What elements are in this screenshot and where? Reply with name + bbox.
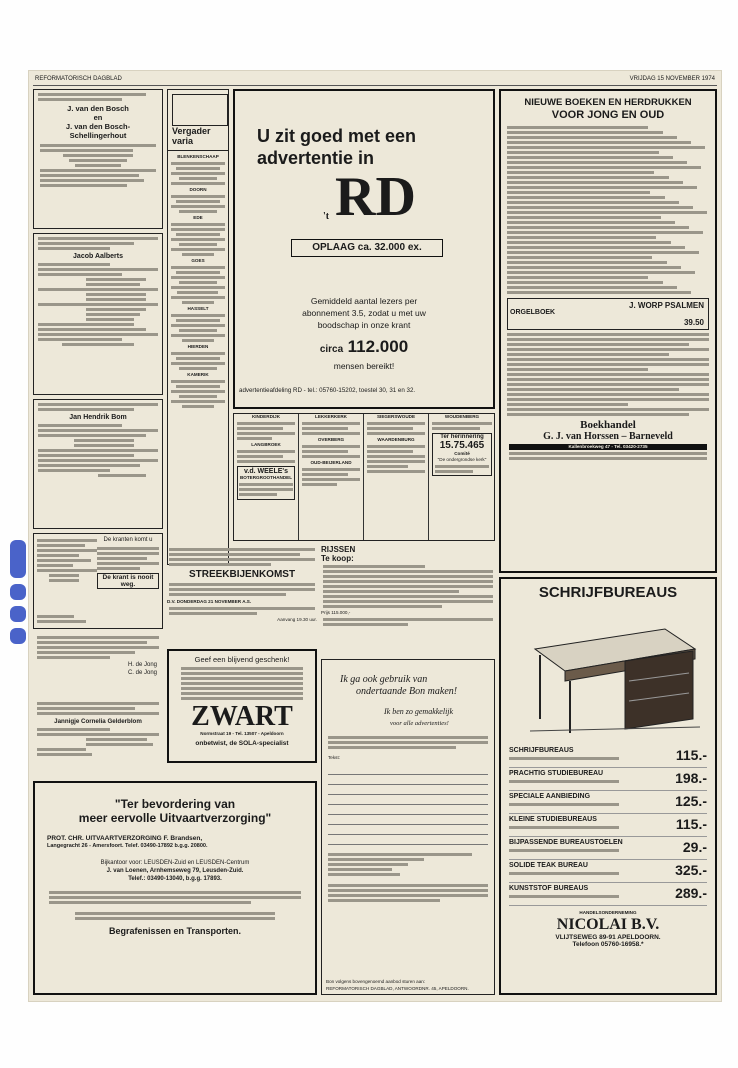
rd-body-3: boodschap in onze krant — [317, 320, 411, 330]
rijssen-title: RIJSSEN — [321, 545, 356, 554]
ad-zwart — [167, 649, 317, 763]
uitvaart-line-8: Begrafenissen en Transporten. — [108, 926, 242, 936]
herinnering-comite-2: "De ondergrondse kerk" — [437, 457, 487, 462]
newspaper-page — [28, 70, 722, 1002]
thanks-and: en — [93, 113, 103, 122]
vergader-blenk: BLENKENSCHAAP — [177, 154, 219, 159]
desk-row-name: SOLIDE TEAK BUREAU — [509, 862, 588, 869]
kerk-kinderdijk: KINDERDIJK — [251, 414, 281, 419]
ad-church-services — [233, 413, 495, 541]
book-row — [507, 171, 654, 174]
book-row — [507, 256, 652, 259]
book-row — [507, 246, 685, 249]
jacob-name: Jacob Aalberts — [73, 253, 123, 260]
book-row — [507, 201, 679, 204]
ad-schrijfbureaus — [499, 577, 717, 995]
vergader-goes: GOES — [191, 258, 205, 263]
desk-row-name: SPECIALE AANBIEDING — [509, 793, 591, 800]
form-handwriting-2: ondertaande Bon maken! — [356, 686, 458, 697]
book-row — [507, 131, 663, 134]
book-row — [507, 156, 673, 159]
side-tab-3[interactable] — [10, 606, 26, 622]
kerk-waardenburg: WAARDENBURG — [377, 437, 415, 442]
rijssen-sub: Te koop: — [321, 554, 354, 563]
header-date: VRIJDAG 15 NOVEMBER 1974 — [629, 76, 715, 82]
desk-row-price: 198.- — [675, 770, 707, 786]
ad-de-jong — [33, 633, 163, 695]
zwart-logo: ZWART — [191, 701, 293, 732]
book-row — [507, 281, 663, 284]
desk-row-price: 29.- — [682, 839, 707, 855]
herinnering-number: 15.75.465 — [439, 440, 485, 451]
ad-boeken — [499, 89, 717, 573]
vergader-logo — [168, 90, 228, 151]
side-tab-1[interactable] — [10, 540, 26, 578]
desk-row — [509, 745, 707, 768]
rijssen-price: Prijs 115.000,- — [321, 610, 351, 615]
kroon-slogan-1: De kranten komt u — [103, 537, 153, 543]
book-row — [507, 221, 675, 224]
desk-row-name: PRACHTIG STUDIEBUREAU — [509, 770, 604, 777]
rd-footer: advertentieafdeling RD - tel.: 05760-15202, toestel 30, 31 en 32. — [239, 387, 416, 394]
desk-row-desc — [509, 757, 619, 760]
page-header — [33, 73, 717, 86]
herinnering-title: Ter herinnering — [440, 434, 484, 440]
book-row — [507, 196, 665, 199]
boeken-shop-2: G. J. van Horssen – Barneveld — [543, 431, 673, 442]
orgelboek-label: ORGELBOEK — [510, 309, 556, 316]
kerk-overberg: OVERBERG — [317, 437, 345, 442]
schrijf-telephone: Telefoon 05760-16958.* — [572, 941, 644, 948]
ad-streekbijeenkomst — [167, 545, 317, 645]
book-row — [507, 226, 689, 229]
ad-thanks-bosch — [33, 89, 163, 229]
desk-row-name: KLEINE STUDIEBUREAUS — [509, 816, 597, 823]
desk-row-desc — [509, 872, 619, 875]
streek-aanvang: Aanvang 19.30 uur. — [277, 617, 317, 622]
desk-row-price: 125.- — [675, 793, 707, 809]
book-row — [507, 231, 703, 234]
rd-oplage: OPLAAG ca. 32.000 ex. — [291, 239, 443, 257]
streek-title: STREEKBIJENKOMST — [188, 569, 296, 580]
psalmen-price: 39.50 — [683, 318, 704, 327]
book-row — [507, 236, 656, 239]
vergader-doorn: DOORN — [189, 187, 207, 192]
desk-row-desc — [509, 826, 619, 829]
thanks-name-2: J. van den Bosch- — [65, 122, 131, 131]
header-paper-name: REFORMATORISCH DAGBLAD — [35, 76, 122, 82]
book-row — [507, 186, 697, 189]
ad-rd — [233, 89, 495, 409]
kerk-oudbeijerland: OUD-BEIJERLAND — [310, 460, 352, 465]
desk-row — [509, 791, 707, 814]
weele-name: v.d. WEELE's — [244, 468, 288, 475]
jong-name-2: C. de Jong — [127, 669, 157, 676]
form-tekst-label: Tekst: — [328, 755, 340, 760]
herinnering-comite: Comité — [454, 451, 470, 456]
kerk-langbroek: LANGBROEK — [251, 442, 281, 447]
book-row — [507, 161, 687, 164]
book-row — [507, 136, 677, 139]
jong-name-1: H. de Jong — [127, 662, 157, 668]
book-row — [507, 266, 681, 269]
desk-row-price: 115.- — [675, 747, 707, 763]
form-footer-2: REFORMATORISCH DAGBLAD, ANTWOORDNR. 45, APELDOORN. — [326, 986, 469, 991]
kerk-lekkerkerk: LEKKERKERK — [315, 414, 347, 419]
zwart-tagline: onbetwist, de SOLA-specialist — [195, 740, 289, 747]
vergader-kamerik: KAMERIK — [187, 372, 209, 377]
schrijf-title: SCHRIJFBUREAUS — [538, 584, 678, 601]
rd-headline-1: U zit goed met een — [257, 126, 417, 146]
desk-row-name: BIJPASSENDE BUREAUSTOELEN — [509, 839, 623, 846]
rd-t: 't — [323, 211, 330, 222]
desk-illustration — [515, 609, 701, 739]
form-footer-1: Bon volgens bovengenoemd aanbod sturen aan: — [326, 979, 426, 984]
uitvaart-line-7: Telef.: 03490-13040, b.g.g. 17893. — [128, 876, 222, 882]
rd-body-2: abonnement 3.5, zodat u met uw — [302, 308, 426, 318]
weele-sub: BOTERGROOTHANDEL — [239, 475, 293, 480]
book-row — [507, 141, 691, 144]
boeken-title-1: NIEUWE BOEKEN EN HERDRUKKEN — [524, 97, 692, 108]
rd-body-1: Gemiddeld aantal lezers per — [310, 296, 418, 306]
schrijf-company: NICOLAI B.V. — [556, 916, 660, 933]
book-row — [507, 286, 677, 289]
ad-uitvaart — [33, 781, 317, 995]
book-row — [507, 271, 695, 274]
book-row — [507, 211, 707, 214]
book-row — [507, 151, 659, 154]
ad-order-form — [321, 659, 495, 995]
rd-circa: circa — [319, 344, 344, 355]
form-handwriting-4: voor alle advertenties! — [390, 720, 449, 727]
ad-jacob-aalberts — [33, 233, 163, 395]
desk-row — [509, 837, 707, 860]
desk-row-price: 115.- — [675, 816, 707, 832]
zwart-top: Geef een blijvend geschenk! — [194, 655, 290, 664]
book-row — [507, 251, 699, 254]
rd-logo: RD — [335, 166, 416, 228]
book-row — [507, 216, 661, 219]
vergader-ede: EDE — [193, 215, 203, 220]
vergader-hasselt: HASSELT — [187, 306, 209, 311]
thanks-name-3: Schellingerhout — [69, 131, 127, 140]
streek-date: D.V. DONDERDAG 21 NOVEMBER A.S. — [167, 599, 252, 604]
schrijf-handel: HANDELSONDERNEMING — [579, 910, 637, 915]
kerk-siegerswoude: SIEGERSWOUDE — [376, 414, 416, 419]
vergader-hierden: HIERDEN — [187, 344, 209, 349]
book-row — [507, 126, 648, 129]
desk-row-desc — [509, 803, 619, 806]
rd-bereikt: mensen bereikt! — [333, 361, 395, 371]
desk-row-name: SCHRIJFBUREAUS — [509, 747, 574, 754]
uitvaart-line-4: Langegracht 26 - Amersfoort. Telef. 03490-17892 b.g.g. 20800. — [47, 843, 208, 849]
desk-row — [509, 883, 707, 906]
vergader-title: Vergader varia — [172, 126, 211, 146]
desk-row — [509, 860, 707, 883]
uitvaart-line-5: Bijkantoor voor: LEUSDEN-Zuid en LEUSDEN-Centrum — [100, 860, 250, 866]
book-row — [507, 291, 691, 294]
book-row — [507, 206, 693, 209]
side-tab-4[interactable] — [10, 628, 26, 644]
form-handwriting-1: Ik ga ook gebruik van — [340, 674, 428, 685]
boeken-address: Kallenbroekweg 47 - Tel. 03420-2735 — [509, 444, 707, 450]
desk-row-desc — [509, 895, 619, 898]
ad-rijssen — [321, 545, 495, 655]
desk-row-price: 289.- — [675, 885, 707, 901]
uitvaart-line-6: J. van Loenen, Arnhemseweg 79, Leusden-Zuid. — [106, 868, 244, 874]
rd-headline-2: advertentie in — [257, 148, 375, 168]
book-list — [507, 126, 709, 294]
uitvaart-line-3: PROT. CHR. UITVAARTVERZORGING F. Brandsen, — [47, 835, 203, 842]
boeken-shop-1: Boekhandel — [580, 419, 636, 431]
desk-row — [509, 814, 707, 837]
ad-jan-hendrik-bom — [33, 399, 163, 529]
book-row — [507, 176, 669, 179]
desk-price-list — [509, 745, 707, 906]
book-row — [507, 166, 701, 169]
uitvaart-line-1: "Ter bevordering van — [114, 797, 236, 811]
kroon-slogan-2: De krant is nooit weg. — [97, 573, 159, 589]
desk-row-name: KUNSTSTOF BUREAUS — [509, 885, 589, 892]
form-handwriting-3: Ik ben zo gemakkelijk — [384, 707, 454, 716]
book-row — [507, 181, 683, 184]
desk-row-desc — [509, 849, 619, 852]
zwart-address: Normstraat 19 - Tel. 13507 - Apeldoorn — [200, 731, 284, 736]
book-row — [507, 241, 671, 244]
schrijf-address: VLIJTSEWEG 89-91 APELDOORN. — [555, 934, 661, 941]
desk-row — [509, 768, 707, 791]
rd-number: 112.000 — [347, 337, 409, 356]
hendrik-name: Jan Hendrik Bom — [69, 414, 127, 421]
desk-row-price: 325.- — [675, 862, 707, 878]
desk-row-desc — [509, 780, 619, 783]
book-row — [507, 276, 648, 279]
side-tab-2[interactable] — [10, 584, 26, 600]
boeken-title-2: VOOR JONG EN OUD — [551, 109, 665, 121]
vergader-varia-column — [167, 89, 229, 565]
uitvaart-line-2: meer eervolle Uitvaartverzorging" — [78, 811, 272, 825]
book-row — [507, 191, 650, 194]
book-row — [507, 146, 705, 149]
psalmen-label: J. WORP PSALMEN — [629, 301, 704, 310]
kerk-woudenberg: WOUDENBERG — [444, 414, 480, 419]
book-row — [507, 261, 667, 264]
gelderblom-name: Jannigje Cornelia Gelderblom — [54, 718, 142, 725]
thanks-name-1: J. van den Bosch — [67, 104, 129, 113]
ad-kroon — [33, 533, 163, 629]
